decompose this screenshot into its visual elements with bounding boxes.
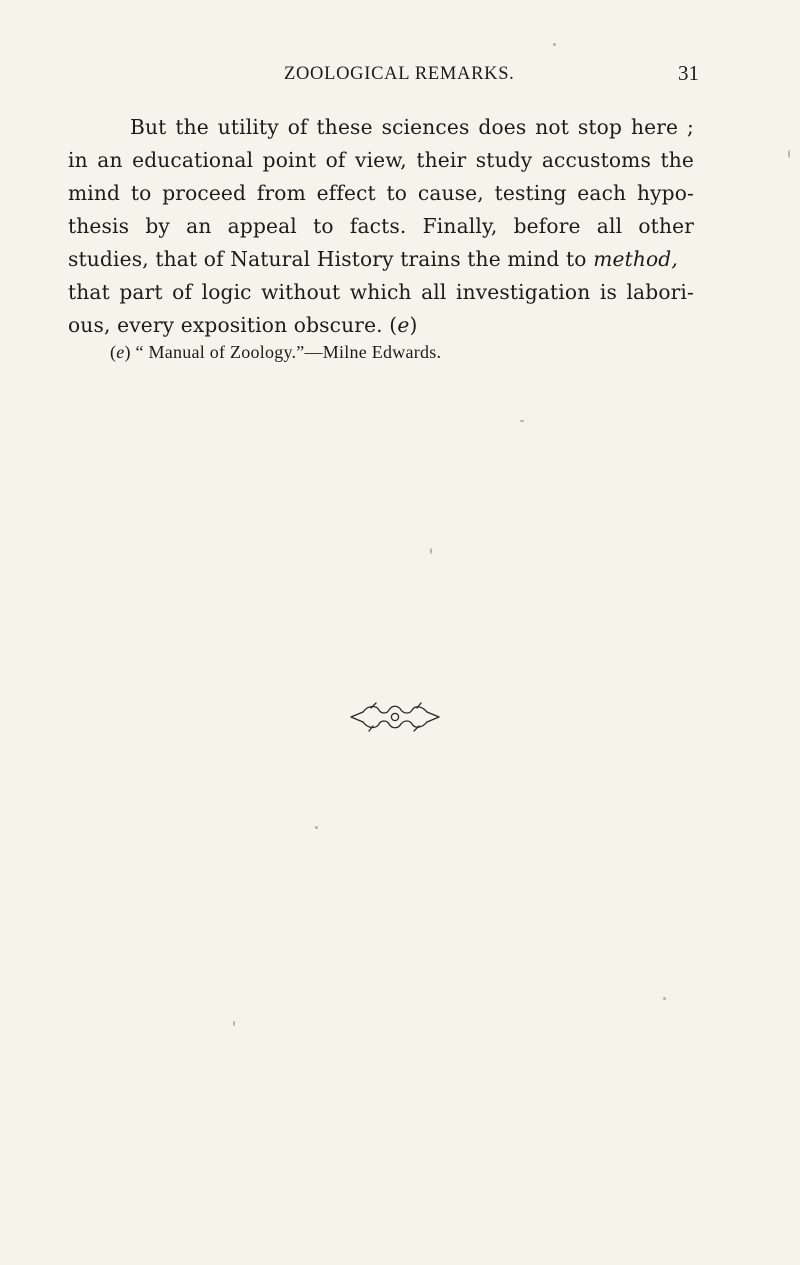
paragraph-line-7-text: ous, every exposition obscure. ( [68,313,398,337]
paper-speck [663,997,666,1000]
page-number: 31 [678,61,699,85]
paper-speck [233,1021,235,1026]
footnote-marker-open: ( [110,342,117,362]
paper-speck [430,548,432,554]
paper-speck [315,826,318,829]
printers-ornament-icon [349,700,441,734]
paper-speck [553,43,556,46]
paper-speck [788,150,790,158]
footnote-text: “ Manual of Zoology.”—Milne Edwards. [130,342,442,362]
running-head [0,58,800,92]
footnote-reference-close: ) [409,313,418,337]
paragraph-line-5-text: studies, that of Natural History trains the mind to [68,247,594,271]
footnote-marker: e [116,342,125,362]
paragraph-line-5 [68,243,694,276]
paragraph-line-3: mind to proceed from effect to cause, testing each hypo- [68,181,694,205]
paragraph-line-4: thesis by an appeal to facts. Finally, before all other [68,214,694,238]
paragraph-line-1: But the utility of these sciences does not stop here ; [130,115,694,139]
emphasized-word: method, [593,247,678,271]
main-paragraph [68,111,694,342]
paragraph-line-6: that part of logic without which all investigation is labori- [68,280,694,304]
paper-speck [520,420,524,422]
paragraph-line-7 [68,309,694,342]
running-title: ZOOLOGICAL REMARKS. [284,64,515,84]
footnote-marker-close: ) [124,342,131,362]
paragraph-line-2: in an educational point of view, their study accustoms the [68,148,694,172]
footnote-reference-mark: e [397,313,410,337]
footnote [110,342,441,363]
